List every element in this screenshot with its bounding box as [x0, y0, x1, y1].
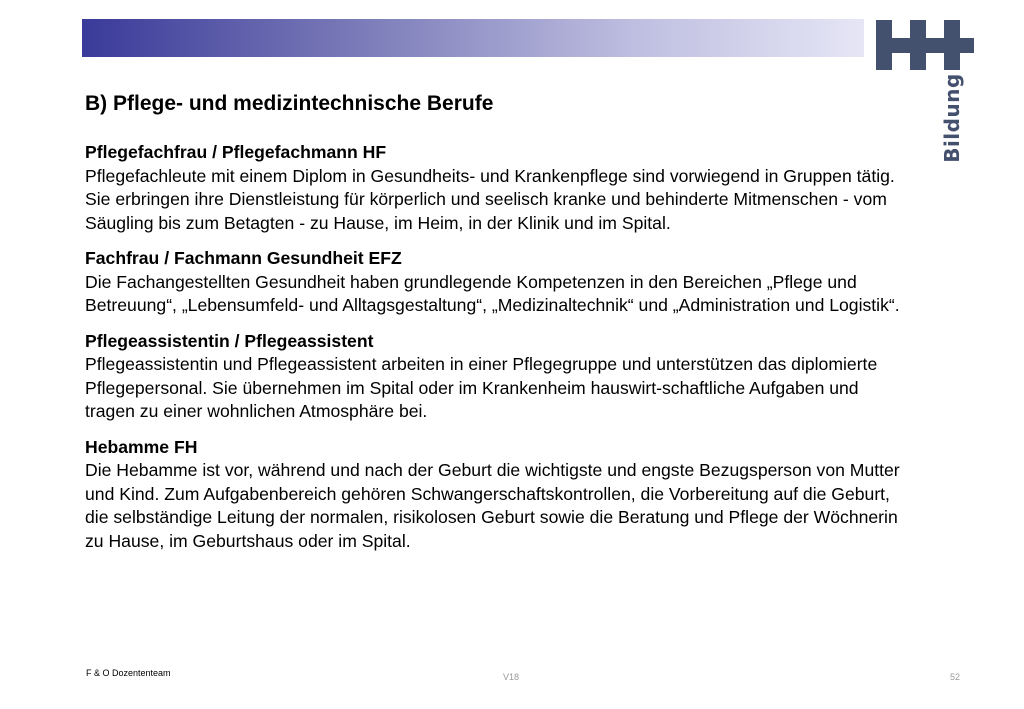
section-body: Pflegeassistentin und Pflegeassistent arbeiten in einer Pflegegruppe und unterstützen das diplomierte Pflegepersonal. Sie übernehmen im Spital oder im Krankenheim hauswirt-schaftliche Aufgaben und tragen zu einer wohnlichen Atmosphäre bei. [85, 354, 878, 421]
section-fachfrau-gesundheit [85, 247, 905, 318]
footer-author: F & O Dozententeam [86, 668, 171, 678]
section-body: Die Fachangestellten Gesundheit haben grundlegende Kompetenzen in den Bereichen „Pflege und Betreuung“, „Lebensumfeld- und Alltagsgestaltung“, „Medizinaltechnik“ und „Administration und Logistik“. [85, 271, 900, 315]
section-heading: Pflegefachfrau / Pflegefachmann HF [85, 142, 387, 162]
header-gradient-bar [82, 19, 864, 57]
page-title: B) Pflege- und medizintechnische Berufe [85, 92, 494, 115]
section-hebamme [85, 436, 905, 554]
section-heading: Fachfrau / Fachmann Gesundheit EFZ [85, 248, 402, 268]
section-heading: Pflegeassistentin / Pflegeassistent [85, 330, 374, 351]
content-body [85, 141, 905, 565]
section-heading: Hebamme FH [85, 436, 198, 457]
footer-version: V18 [503, 672, 520, 682]
section-body: Die Hebamme ist vor, während und nach der Geburt die wichtigste und engste Bezugsperson von Mutter und Kind. Zum Aufgabenbereich gehören Schwangerschaftskontrollen, die Vorbereitung auf die Geburt, die selbständige Leitung der normalen, risikolosen Geburt sowie die Beratung und Pflege der Wöchnerin zu Hause, im Geburtshaus oder im Spital. [85, 460, 900, 551]
logo-subtitle-text: Bildung [940, 73, 964, 163]
logo-subtitle [934, 73, 970, 163]
section-pflegeassistentin [85, 330, 905, 424]
section-body: Pflegefachleute mit einem Diplom in Gesundheits- und Krankenpflege sind vorwiegend in Gruppen tätig. Sie erbringen ihre Dienstleistung für körperlich und seelisch kranke und behinderte Mitmenschen - vom Säugling bis zum Betagten - zu Hause, im Heim, in der Klinik und im Spital. [85, 165, 895, 233]
h-plus-mark-icon [874, 20, 982, 72]
section-pflegefachfrau [85, 141, 905, 235]
footer-page-number: 52 [950, 672, 961, 682]
